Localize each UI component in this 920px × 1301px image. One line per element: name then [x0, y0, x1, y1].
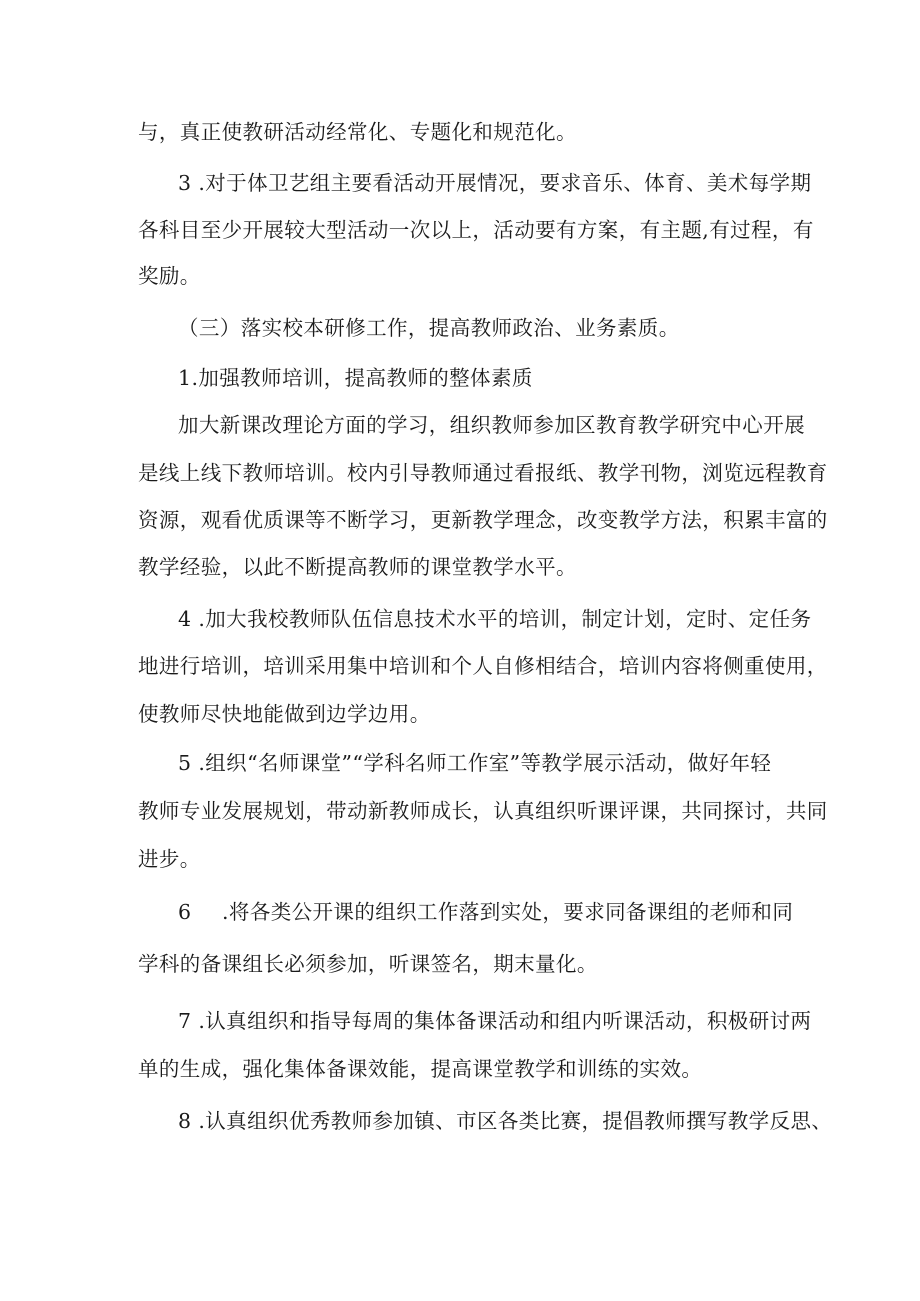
text-line-14: 5 .组织“名师课堂”“学科名师工作室”等教学展示活动，做好年轻	[178, 751, 772, 775]
text-line-15: 教师专业发展规划，带动新教师成长，认真组织听课评课，共同探讨，共同	[138, 799, 828, 823]
text-line-3: 各科目至少开展较大型活动一次以上，活动要有方案，有主题,有过程，有	[138, 218, 814, 242]
text-line-11: 4 .加大我校教师队伍信息技术水平的培训，制定计划，定时、定任务	[178, 607, 812, 631]
text-line-2: 3 .对于体卫艺组主要看活动开展情况，要求音乐、体育、美术每学期	[178, 171, 812, 195]
text-line-16: 进步。	[138, 847, 201, 871]
text-line-13: 使教师尽快地能做到边学边用。	[138, 702, 431, 726]
text-line-1: 与，真正使教研活动经常化、专题化和规范化。	[138, 120, 577, 144]
text-line-7: 加大新课改理论方面的学习，组织教师参加区教育教学研究中心开展	[178, 413, 805, 437]
text-line-4: 奖励。	[138, 264, 201, 288]
text-line-8: 是线上线下教师培训。校内引导教师通过看报纸、教学刊物，浏览远程教育	[138, 461, 828, 485]
text-line-18: 学科的备课组长必须参加，听课签名，期末量化。	[138, 952, 598, 976]
item-number-6: 6	[178, 900, 192, 924]
text-line-12: 地进行培训，培训采用集中培训和个人自修相结合，培训内容将侧重使用，	[138, 654, 828, 678]
text-line-17	[178, 898, 793, 926]
text-line-19: 7 .认真组织和指导每周的集体备课活动和组内听课活动，积极研讨两	[178, 1009, 812, 1033]
text-line-20: 单的生成，强化集体备课效能，提高课堂教学和训练的实效。	[138, 1057, 703, 1081]
text-line-6: 1.加强教师培训，提高教师的整体素质	[178, 366, 533, 390]
text-line-10: 教学经验，以此不断提高教师的课堂教学水平。	[138, 555, 577, 579]
item-6-text: .将各类公开课的组织工作落到实处，要求同备课组的老师和同	[222, 900, 794, 924]
text-line-21: 8 .认真组织优秀教师参加镇、市区各类比赛，提倡教师撰写教学反思、	[178, 1109, 833, 1133]
text-line-5: （三）落实校本研修工作，提高教师政治、业务素质。	[178, 316, 680, 340]
text-line-9: 资源，观看优质课等不断学习，更新教学理念，改变教学方法，积累丰富的	[138, 508, 828, 532]
